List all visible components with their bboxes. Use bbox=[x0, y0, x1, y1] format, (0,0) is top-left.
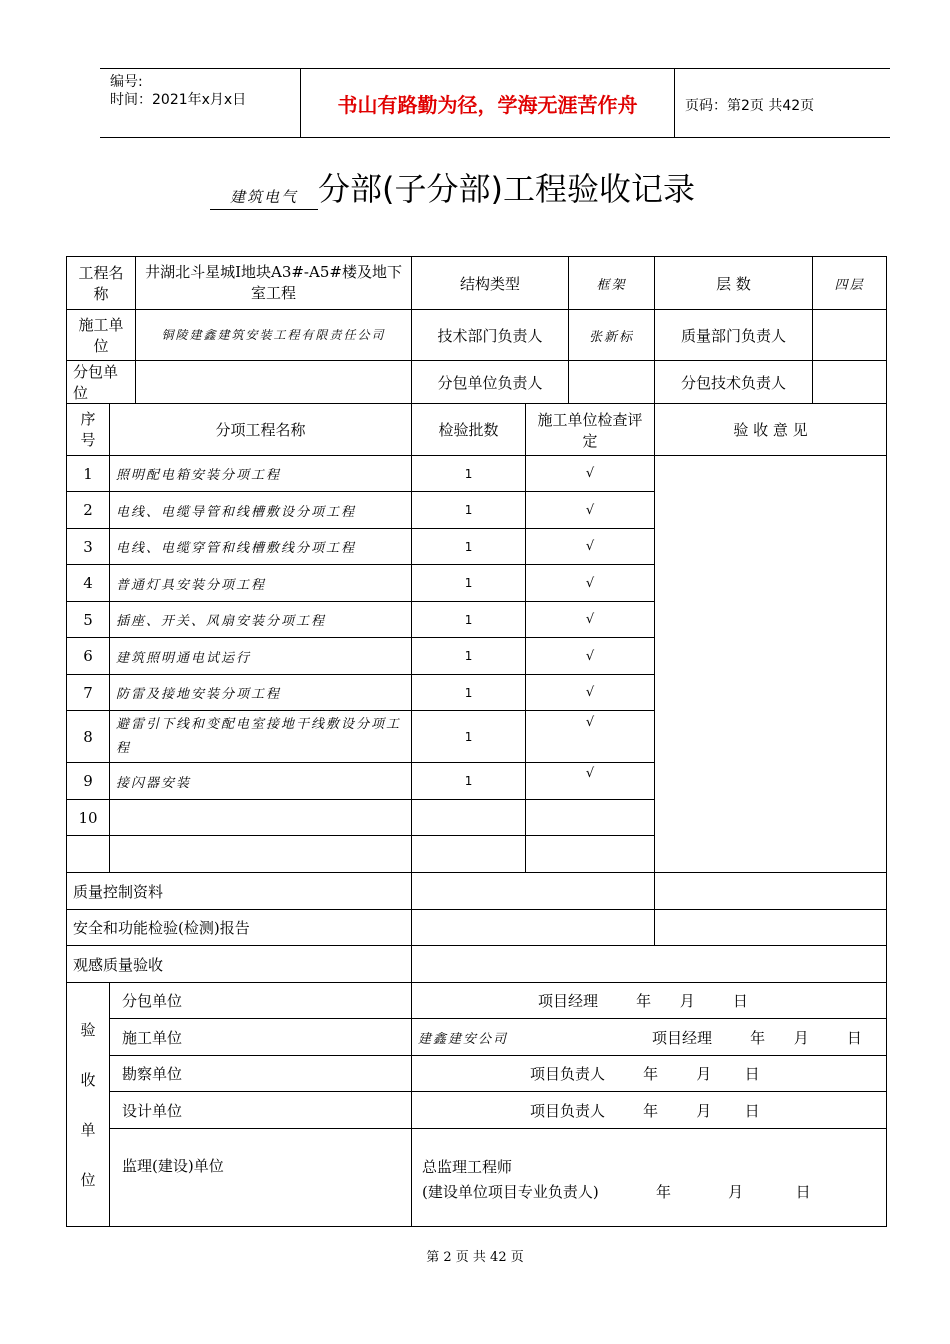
item-check: √ bbox=[526, 638, 655, 675]
item-name bbox=[110, 836, 412, 873]
item-batches: 1 bbox=[412, 763, 526, 800]
acceptance-units-label bbox=[67, 983, 110, 1227]
item-seq: 2 bbox=[67, 492, 110, 529]
table-row bbox=[67, 456, 887, 492]
safety-report-value bbox=[412, 910, 655, 946]
contractor-value: 铜陵建鑫建筑安装工程有限责任公司 bbox=[136, 310, 412, 361]
contractor-stamp: 建鑫建安公司 bbox=[418, 1031, 509, 1047]
sub-tech-value bbox=[813, 361, 887, 404]
sub-unit-sign-label: 分包单位 bbox=[110, 983, 412, 1019]
item-seq: 10 bbox=[67, 800, 110, 836]
item-check: √ bbox=[526, 675, 655, 711]
item-name: 电线、电缆穿管和线槽敷线分项工程 bbox=[110, 529, 412, 565]
item-name: 建筑照明通电试运行 bbox=[110, 638, 412, 675]
design-sign-label: 设计单位 bbox=[110, 1092, 412, 1129]
floors-label: 层 数 bbox=[655, 257, 813, 310]
page-info: 页码：第2页 共42页 bbox=[685, 98, 815, 114]
survey-signature: 项目负责人 年 月 日 bbox=[412, 1056, 887, 1092]
item-check: √ bbox=[526, 711, 655, 763]
project-name-label: 工程名称 bbox=[67, 257, 136, 310]
item-seq: 1 bbox=[67, 456, 110, 492]
quality-head-label: 质量部门负责人 bbox=[655, 310, 813, 361]
item-batches: 1 bbox=[412, 675, 526, 711]
contractor-signature bbox=[412, 1019, 887, 1056]
code-label: 编号: bbox=[110, 74, 143, 90]
item-name: 接闪器安装 bbox=[110, 763, 412, 800]
acceptance-label-char: 验 bbox=[80, 1020, 96, 1039]
project-name-value: 井湖北斗星城I地块A3#-A5#楼及地下室工程 bbox=[136, 257, 412, 310]
appearance-label: 观感质量验收 bbox=[67, 946, 412, 983]
acceptance-record-table bbox=[66, 256, 887, 1227]
structure-type-label: 结构类型 bbox=[412, 257, 569, 310]
item-seq bbox=[67, 836, 110, 873]
col-name-header: 分项工程名称 bbox=[110, 404, 412, 456]
item-seq: 8 bbox=[67, 711, 110, 763]
item-batches: 1 bbox=[412, 565, 526, 602]
supervisor-line2: (建设单位项目专业负责人) 年 月 日 bbox=[422, 1183, 811, 1201]
header-meta-cell bbox=[100, 69, 301, 137]
motto: 书山有路勤为径，学海无涯苦作舟 bbox=[301, 69, 675, 137]
item-seq: 5 bbox=[67, 602, 110, 638]
item-check: √ bbox=[526, 456, 655, 492]
item-batches: 1 bbox=[412, 711, 526, 763]
item-batches bbox=[412, 836, 526, 873]
col-seq-header: 序号 bbox=[67, 404, 110, 456]
contractor-sign-text: 项目经理 年 月 日 bbox=[652, 1028, 862, 1047]
page-footer: 第 2 页 共 42 页 bbox=[426, 1250, 524, 1265]
item-batches: 1 bbox=[412, 529, 526, 565]
acceptance-label-char: 单 bbox=[80, 1120, 96, 1139]
item-seq: 3 bbox=[67, 529, 110, 565]
item-name bbox=[110, 800, 412, 836]
page-title bbox=[210, 164, 695, 208]
item-check bbox=[526, 836, 655, 873]
survey-sign-label: 勘察单位 bbox=[110, 1056, 412, 1092]
title-handwritten-field: 建筑电气 bbox=[210, 186, 318, 210]
item-name: 普通灯具安装分项工程 bbox=[110, 565, 412, 602]
sub-unit-signature: 项目经理 年 月 日 bbox=[412, 983, 887, 1019]
quality-docs-opinion bbox=[655, 873, 887, 910]
time-label: 时间：2021年x月x日 bbox=[110, 92, 247, 108]
tech-head-label: 技术部门负责人 bbox=[412, 310, 569, 361]
appearance-value bbox=[412, 946, 887, 983]
item-name: 避雷引下线和变配电室接地干线敷设分项工程 bbox=[110, 711, 412, 763]
sub-tech-label: 分包技术负责人 bbox=[655, 361, 813, 404]
item-name: 防雷及接地安装分项工程 bbox=[110, 675, 412, 711]
item-batches: 1 bbox=[412, 456, 526, 492]
tech-head-value: 张新标 bbox=[569, 310, 655, 361]
sub-head-value bbox=[569, 361, 655, 404]
title-main: 分部(子分部)工程验收记录 bbox=[318, 170, 695, 208]
sub-unit-value bbox=[136, 361, 412, 404]
quality-head-value bbox=[813, 310, 887, 361]
item-check: √ bbox=[526, 565, 655, 602]
safety-report-label: 安全和功能检验(检测)报告 bbox=[67, 910, 412, 946]
item-seq: 9 bbox=[67, 763, 110, 800]
acceptance-label-char: 位 bbox=[80, 1170, 96, 1189]
safety-report-opinion bbox=[655, 910, 887, 946]
floors-value: 四层 bbox=[813, 257, 887, 310]
acceptance-label-char: 收 bbox=[80, 1070, 96, 1089]
item-batches: 1 bbox=[412, 638, 526, 675]
quality-docs-value bbox=[412, 873, 655, 910]
item-name: 照明配电箱安装分项工程 bbox=[110, 456, 412, 492]
col-opinion-header: 验 收 意 见 bbox=[655, 404, 887, 456]
sub-unit-label: 分包单位 bbox=[67, 361, 136, 404]
item-batches: 1 bbox=[412, 492, 526, 529]
acceptance-opinion-cell bbox=[655, 456, 887, 873]
col-check-header: 施工单位检查评定 bbox=[526, 404, 655, 456]
item-check: √ bbox=[526, 602, 655, 638]
item-name: 电线、电缆导管和线槽敷设分项工程 bbox=[110, 492, 412, 529]
document-header bbox=[100, 68, 890, 138]
item-seq: 6 bbox=[67, 638, 110, 675]
item-seq: 4 bbox=[67, 565, 110, 602]
item-check bbox=[526, 800, 655, 836]
design-signature: 项目负责人 年 月 日 bbox=[412, 1092, 887, 1129]
contractor-sign-label: 施工单位 bbox=[110, 1019, 412, 1056]
item-check: √ bbox=[526, 763, 655, 800]
item-name: 插座、开关、风扇安装分项工程 bbox=[110, 602, 412, 638]
sub-head-label: 分包单位负责人 bbox=[412, 361, 569, 404]
item-check: √ bbox=[526, 529, 655, 565]
supervision-sign-label: 监理(建设)单位 bbox=[110, 1129, 412, 1227]
structure-type-value: 框架 bbox=[569, 257, 655, 310]
item-batches bbox=[412, 800, 526, 836]
contractor-label: 施工单位 bbox=[67, 310, 136, 361]
item-batches: 1 bbox=[412, 602, 526, 638]
supervision-signature bbox=[412, 1129, 887, 1227]
item-seq: 7 bbox=[67, 675, 110, 711]
col-batches-header: 检验批数 bbox=[412, 404, 526, 456]
item-check: √ bbox=[526, 492, 655, 529]
supervisor-line1: 总监理工程师 bbox=[422, 1158, 513, 1176]
quality-docs-label: 质量控制资料 bbox=[67, 873, 412, 910]
